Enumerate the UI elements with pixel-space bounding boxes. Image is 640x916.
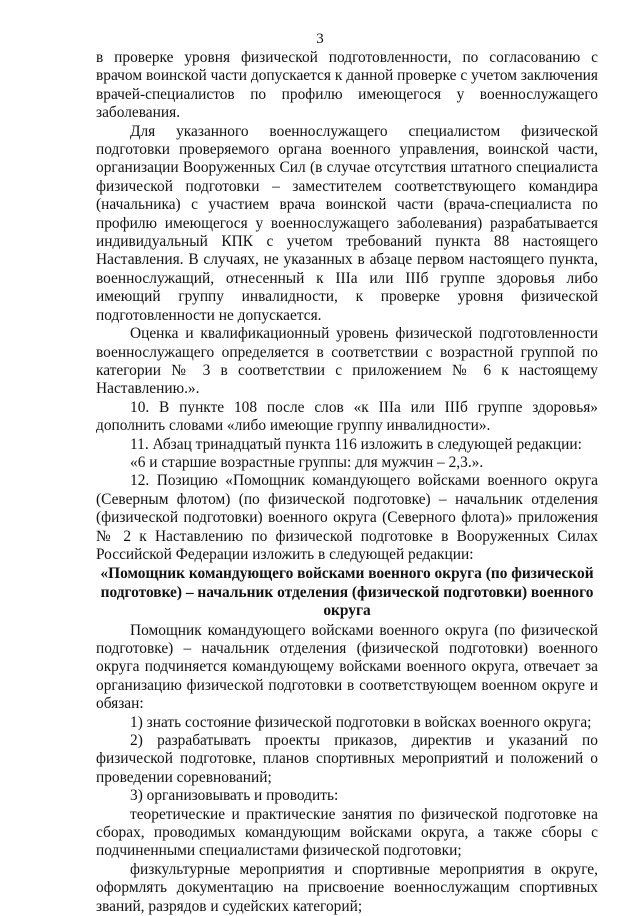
paragraph-item-11: 11. Абзац тринадцатый пункта 116 изложить в следующей редакции: — [130, 435, 582, 453]
paragraph-item-12: 12. Позицию «Помощник командующего войсками военного округа (Северным флотом) (по физической подготовке) – начальник отделения (физической подготовки) военного округа (Северного флота)» приложения № 2 к Наставлению по физической подготовке в Вооруженных Силах Российской Федерации изложить в следующей редакции: — [96, 472, 598, 563]
section-heading: «Помощник командующего войсками военного округа (по физической подготовке) – начальник отделения (физической подготовки) военного округа — [100, 565, 594, 620]
paragraph-continuation: в проверке уровня физической подготовленности, по согласованию с врачом воинской части допускается к данной проверке с учетом заключения врачей-специалистов по профилю имеющегося у военнослужащего заболевания. — [96, 49, 598, 122]
paragraph-duty-1: 1) знать состояние физической подготовки в войсках военного округа; — [130, 713, 592, 731]
paragraph-duty-3-training: теоретические и практические занятия по физической подготовке на сборах, проводимых командующим войсками округа, а также сборы с подчиненными специалистами физической подготовки; — [96, 805, 598, 860]
paragraph-duty-3-events: физкультурные мероприятия и спортивные мероприятия в округе, оформлять документацию на присвоение военнослужащим спортивных званий, разрядов и судейских категорий; — [96, 860, 598, 915]
paragraph-item-10: 10. В пункте 108 после слов «к IIIа или IIIб группе здоровья» дополнить словами «либо имеющие группу инвалидности». — [96, 398, 598, 435]
paragraph-duties-intro: Помощник командующего войсками военного округа (по физической подготовке) – начальник отделения (физической подготовки) военного округа подчиняется командующему войсками военного округа, отвечает за организацию физической подготовки в соответствующем военном округе и обязан: — [96, 621, 598, 713]
page-number: 3 — [316, 31, 324, 47]
paragraph-age-groups: «6 и старшие возрастные группы: для мужчин – 2,3.». — [130, 453, 484, 471]
paragraph-assessment: Оценка и квалификационный уровень физической подготовленности военнослужащего определяется в соответствии с возрастной группой по категории № 3 в соответствии с приложением № 6 к настоящему Наставлению.». — [96, 325, 598, 398]
paragraph-duty-2: 2) разрабатывать проекты приказов, директив и указаний по физической подготовке, планов спортивных мероприятий и положений о проведении соревнований; — [96, 732, 598, 786]
paragraph-individual-kpk: Для указанного военнослужащего специалистом физической подготовки проверяемого органа военного управления, воинской части, организации Вооруженных Сил (в случае отсутствия штатного специалиста физической подготовки – заместителем соответствующего командира (начальника) с участием врача воинской части (врача-специалиста по профилю имеющегося у военнослужащего заболевания) разрабатывается индивидуальный КПК с учетом требований пункта 88 настоящего Наставления. В случаях, не указанных в абзаце первом настоящего пункта, военнослужащий, отнесенный к IIIа или IIIб группе здоровья либо имеющий группу инвалидности, к проверке уровня физической подготовленности не допускается. — [96, 122, 598, 324]
paragraph-duty-3: 3) организовывать и проводить: — [130, 787, 339, 805]
document-body — [96, 49, 598, 916]
